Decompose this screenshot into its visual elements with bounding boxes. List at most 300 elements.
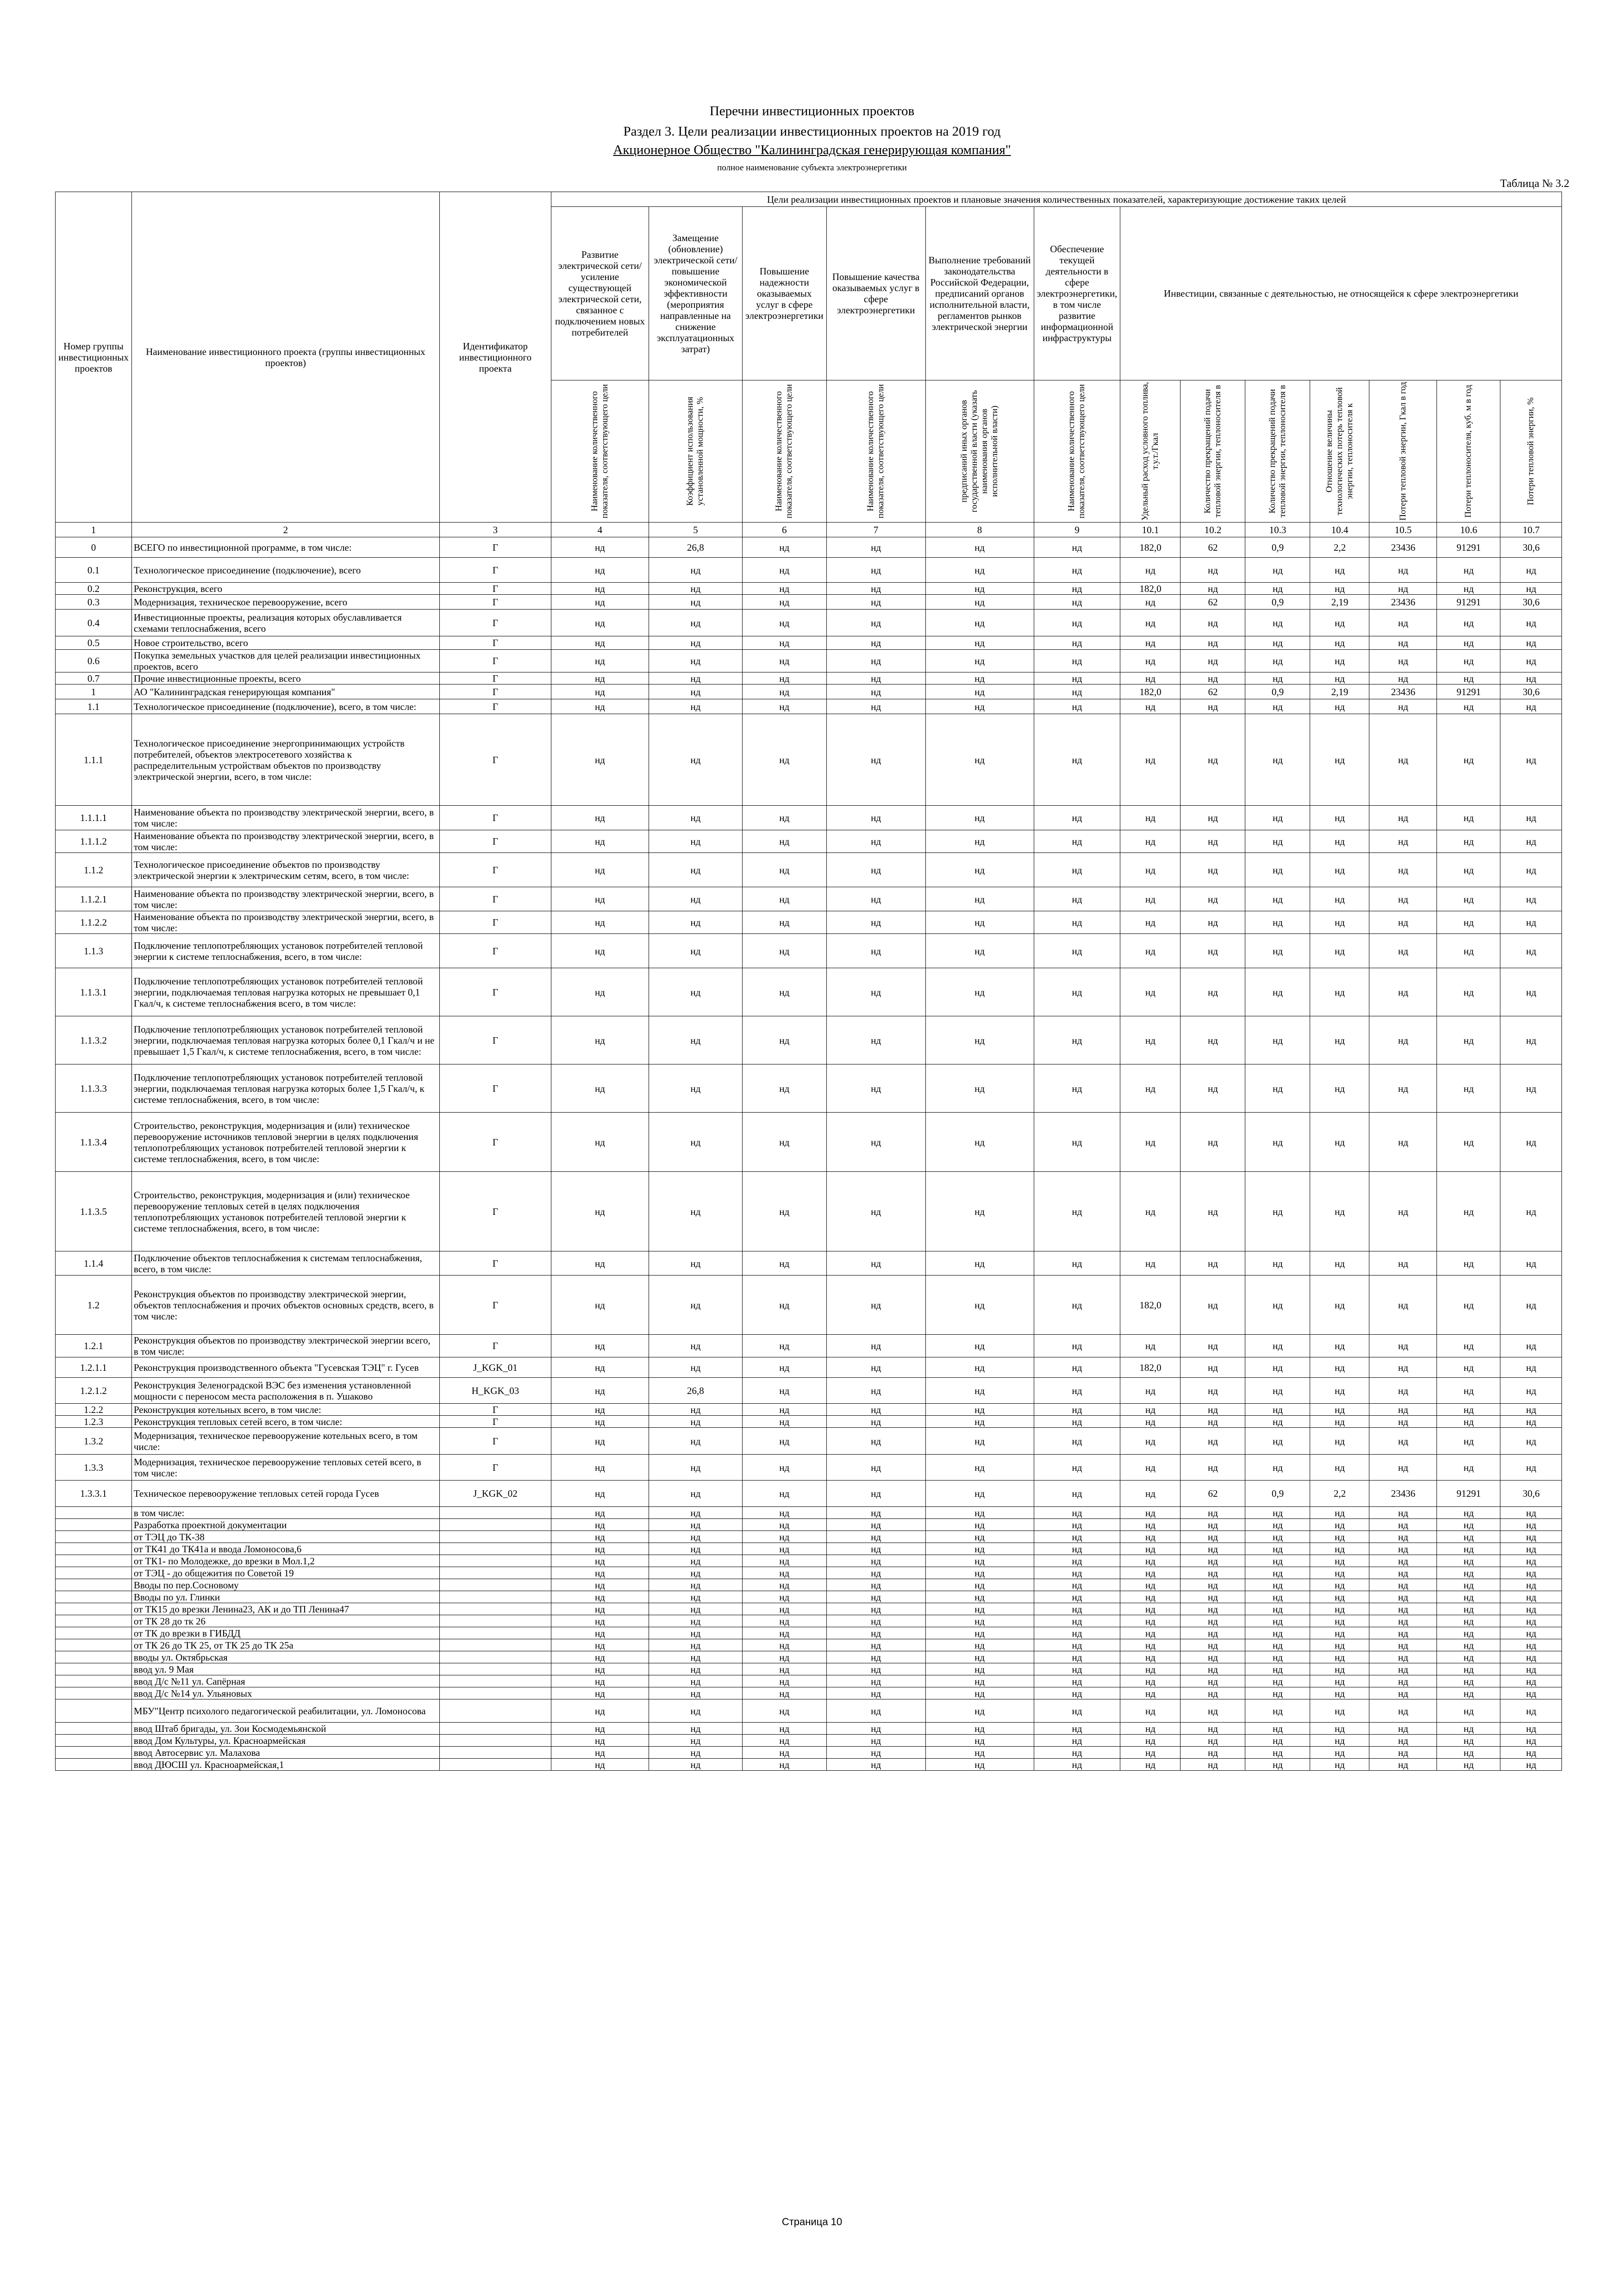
row-value: нд	[1310, 583, 1369, 595]
row-value: нд	[1500, 1687, 1562, 1699]
row-value: нд	[925, 1699, 1034, 1723]
row-value: нд	[826, 714, 925, 806]
table-body	[56, 523, 1562, 1771]
row-value: нд	[1120, 1428, 1181, 1455]
row-value: нд	[1034, 934, 1120, 968]
row-value: нд	[551, 1016, 649, 1064]
table-row	[56, 1603, 1562, 1615]
row-value: нд	[551, 911, 649, 934]
row-value: нд	[925, 1507, 1034, 1519]
row-identifier: Г	[439, 911, 551, 934]
row-number	[56, 1759, 132, 1771]
row-number: 1	[56, 684, 132, 699]
row-identifier: Г	[439, 934, 551, 968]
row-value: нд	[826, 1404, 925, 1416]
row-value: 182,0	[1120, 537, 1181, 558]
row-value: нд	[649, 595, 742, 610]
row-value: нд	[925, 1687, 1034, 1699]
row-value: нд	[1034, 1759, 1120, 1771]
row-value: нд	[1245, 1759, 1310, 1771]
row-value: нд	[1437, 650, 1500, 672]
row-value: нд	[1310, 1639, 1369, 1651]
row-value: нд	[1369, 1113, 1437, 1172]
row-value: нд	[925, 537, 1034, 558]
table-row	[56, 714, 1562, 806]
row-value: нд	[1500, 610, 1562, 636]
row-identifier: H_KGK_03	[439, 1378, 551, 1404]
row-value: нд	[1500, 1675, 1562, 1687]
row-name: ВСЕГО по инвестиционной программе, в том числе:	[131, 537, 439, 558]
row-value: нд	[1245, 1276, 1310, 1335]
row-name: Реконструкция объектов по производству электрической энергии, объектов теплоснабжения и прочих объектов основных средств, всего, в том числе:	[131, 1276, 439, 1335]
col-header-indicator-8-text: предписаний иных органов государственной власти (указать наименования органов исполнительной власти)	[959, 390, 1000, 513]
row-value: нд	[1034, 1378, 1120, 1404]
row-value: нд	[925, 1555, 1034, 1567]
row-value: нд	[1310, 650, 1369, 672]
row-value: нд	[1310, 1172, 1369, 1251]
row-identifier	[439, 1531, 551, 1543]
col-header-goal-replacement: Замещение (обновление) электрической сети/повышение экономической эффективности (мероприятия направленные на снижение эксплуатационных затрат)	[649, 207, 742, 380]
row-value: нд	[1120, 806, 1181, 830]
row-value: нд	[1500, 911, 1562, 934]
row-value: нд	[826, 1276, 925, 1335]
row-identifier: Г	[439, 714, 551, 806]
row-name: от ТЭЦ - до общежития по Советой 19	[131, 1567, 439, 1579]
row-value: нд	[1034, 595, 1120, 610]
row-value: нд	[551, 1651, 649, 1663]
row-number: 1.1.3.1	[56, 968, 132, 1016]
row-value: нд	[1437, 1675, 1500, 1687]
row-number	[56, 1603, 132, 1615]
table-row	[56, 1531, 1562, 1543]
row-value: нд	[742, 1591, 826, 1603]
row-value: нд	[649, 1639, 742, 1651]
row-value: нд	[925, 1519, 1034, 1531]
row-value: нд	[1500, 1276, 1562, 1335]
row-value: нд	[1245, 1603, 1310, 1615]
row-value: нд	[742, 537, 826, 558]
row-value: нд	[742, 934, 826, 968]
goals-table	[55, 192, 1562, 1771]
row-identifier: Г	[439, 699, 551, 714]
row-value: 62	[1181, 537, 1245, 558]
row-value: нд	[1034, 1663, 1120, 1675]
row-name: Технологическое присоединение (подключение), всего, в том числе:	[131, 699, 439, 714]
row-value: нд	[1369, 1378, 1437, 1404]
row-value: нд	[925, 610, 1034, 636]
row-number: 1.1.3.2	[56, 1016, 132, 1064]
row-value: нд	[1437, 1663, 1500, 1675]
row-value: нд	[826, 672, 925, 684]
row-value: нд	[742, 968, 826, 1016]
row-number	[56, 1531, 132, 1543]
row-value: нд	[925, 1579, 1034, 1591]
row-value: нд	[1034, 1543, 1120, 1555]
row-value: нд	[742, 1428, 826, 1455]
row-value: нд	[1369, 1639, 1437, 1651]
row-value: нд	[925, 1335, 1034, 1357]
row-value: нд	[1500, 853, 1562, 887]
row-value: нд	[1181, 1759, 1245, 1771]
row-value: нд	[826, 968, 925, 1016]
row-value: нд	[826, 1675, 925, 1687]
row-value: нд	[742, 1639, 826, 1651]
table-row	[56, 1507, 1562, 1519]
row-value: 62	[1181, 595, 1245, 610]
row-value: 182,0	[1120, 583, 1181, 595]
row-number: 1.2.1.1	[56, 1357, 132, 1378]
row-value: нд	[826, 1335, 925, 1357]
row-value: нд	[826, 1016, 925, 1064]
row-value: нд	[742, 1603, 826, 1615]
row-value: нд	[1369, 1064, 1437, 1113]
row-value: нд	[1245, 1735, 1310, 1747]
row-value: нд	[1181, 1113, 1245, 1172]
row-value: нд	[1369, 1251, 1437, 1276]
row-identifier: Г	[439, 830, 551, 853]
row-value: нд	[1181, 1627, 1245, 1639]
row-identifier: Г	[439, 583, 551, 595]
row-name: Прочие инвестиционные проекты, всего	[131, 672, 439, 684]
row-value: нд	[551, 1251, 649, 1276]
row-value: нд	[1437, 1531, 1500, 1543]
col-header-indicator-5-text: Коэффициент использования установленной мощности, %	[685, 397, 706, 506]
row-value: нд	[1500, 1639, 1562, 1651]
table-row	[56, 1579, 1562, 1591]
row-value: нд	[1369, 1651, 1437, 1663]
row-value: нд	[551, 684, 649, 699]
row-value: нд	[1369, 1675, 1437, 1687]
row-value: нд	[1034, 1723, 1120, 1735]
table-row	[56, 1699, 1562, 1723]
row-value: нд	[1245, 1747, 1310, 1759]
row-number	[56, 1723, 132, 1735]
row-value: нд	[925, 558, 1034, 583]
row-value: нд	[1120, 650, 1181, 672]
row-value: нд	[1181, 1651, 1245, 1663]
row-value: нд	[1120, 1064, 1181, 1113]
row-value: нд	[1437, 1251, 1500, 1276]
row-value: нд	[1500, 1579, 1562, 1591]
row-value: нд	[649, 1428, 742, 1455]
row-identifier	[439, 1735, 551, 1747]
table-row	[56, 1663, 1562, 1675]
row-value: нд	[551, 1172, 649, 1251]
row-value: нд	[551, 1416, 649, 1428]
row-value: нд	[551, 1357, 649, 1378]
row-value: нд	[1245, 1113, 1310, 1172]
row-value: нд	[925, 1723, 1034, 1735]
row-value: нд	[1120, 887, 1181, 911]
row-value: нд	[1437, 1567, 1500, 1579]
row-value: нд	[742, 1759, 826, 1771]
row-name: Реконструкция производственного объекта "Гусевская ТЭЦ" г. Гусев	[131, 1357, 439, 1378]
row-value: нд	[649, 1735, 742, 1747]
row-name: Строительство, реконструкция, модернизация и (или) техническое перевооружение источников тепловой энергии в целях подключения теплопотребляющих установок потребителей тепловой энергии к системе теплоснабжения, всего, в том числе:	[131, 1113, 439, 1172]
row-value: нд	[1310, 1531, 1369, 1543]
row-value: нд	[1310, 1651, 1369, 1663]
row-value: нд	[1120, 1639, 1181, 1651]
row-number	[56, 1615, 132, 1627]
row-value: нд	[1310, 636, 1369, 650]
row-value: нд	[1500, 558, 1562, 583]
row-value: нд	[1120, 1591, 1181, 1603]
row-value: нд	[826, 830, 925, 853]
col-header-identifier: Идентификатор инвестиционного проекта	[439, 192, 551, 523]
row-value: нд	[925, 887, 1034, 911]
row-value: нд	[1310, 1579, 1369, 1591]
row-value: нд	[649, 1357, 742, 1378]
row-value: нд	[826, 1428, 925, 1455]
table-row	[56, 1519, 1562, 1531]
row-name: Строительство, реконструкция, модернизация и (или) техническое перевооружение тепловых сетей в целях подключения теплопотребляющих установок потребителей тепловой энергии к системе теплоснабжения, всего, в том числе:	[131, 1172, 439, 1251]
row-value: 2,19	[1310, 595, 1369, 610]
row-value: нд	[1310, 1519, 1369, 1531]
table-row	[56, 1651, 1562, 1663]
row-value: нд	[925, 636, 1034, 650]
row-value: нд	[551, 672, 649, 684]
row-number	[56, 1567, 132, 1579]
row-value: нд	[551, 1335, 649, 1357]
company-name-text: Акционерное Общество "Калининградская генерирующая компания"	[613, 143, 1011, 157]
row-value: нд	[1120, 1627, 1181, 1639]
row-number: 1.1.1.2	[56, 830, 132, 853]
row-value: нд	[1369, 1759, 1437, 1771]
col-header-goals: Цели реализации инвестиционных проектов и плановые значения количественных показателей, характеризующие достижение таких целей	[551, 192, 1562, 207]
row-value: нд	[1369, 636, 1437, 650]
row-value: нд	[826, 1723, 925, 1735]
row-value: нд	[1120, 830, 1181, 853]
row-number	[56, 1675, 132, 1687]
row-value: нд	[1500, 1531, 1562, 1543]
row-value: нд	[551, 1759, 649, 1771]
row-value: нд	[826, 1064, 925, 1113]
row-value: нд	[925, 650, 1034, 672]
row-value: нд	[551, 1591, 649, 1603]
row-value: нд	[649, 1615, 742, 1627]
row-value: нд	[1500, 1455, 1562, 1481]
row-name: ввод Д/с №11 ул. Сапёрная	[131, 1675, 439, 1687]
row-value: нд	[1034, 1675, 1120, 1687]
row-value: нд	[1500, 1567, 1562, 1579]
row-value: нд	[1245, 610, 1310, 636]
row-value: нд	[826, 636, 925, 650]
row-value: нд	[1034, 1579, 1120, 1591]
row-value: нд	[1245, 1687, 1310, 1699]
row-value: нд	[1369, 1531, 1437, 1543]
row-value: нд	[1120, 1251, 1181, 1276]
row-identifier	[439, 1663, 551, 1675]
row-value: нд	[1310, 853, 1369, 887]
row-value: нд	[1120, 636, 1181, 650]
row-value: нд	[551, 1428, 649, 1455]
row-value: нд	[826, 1615, 925, 1627]
row-value: 0,9	[1245, 537, 1310, 558]
row-value: нд	[742, 1747, 826, 1759]
row-value: 0,9	[1245, 1481, 1310, 1507]
col-header-indicator-7	[826, 380, 925, 523]
row-value: нд	[1181, 583, 1245, 595]
row-name: от ТК41 до ТК41а и ввода Ломоносова,6	[131, 1543, 439, 1555]
row-value: нд	[1120, 1455, 1181, 1481]
row-value: нд	[551, 1378, 649, 1404]
row-value: нд	[1369, 1567, 1437, 1579]
row-identifier: Г	[439, 1335, 551, 1357]
row-value: нд	[1369, 1172, 1437, 1251]
row-value: нд	[925, 1357, 1034, 1378]
row-value: нд	[1369, 968, 1437, 1016]
row-value: нд	[649, 806, 742, 830]
row-value: нд	[1034, 1519, 1120, 1531]
row-identifier: Г	[439, 1416, 551, 1428]
row-value: нд	[551, 595, 649, 610]
row-value: нд	[649, 699, 742, 714]
row-value: нд	[1181, 1251, 1245, 1276]
row-name: Наименование объекта по производству электрической энергии, всего, в том числе:	[131, 911, 439, 934]
row-value: нд	[1500, 583, 1562, 595]
column-number: 10.1	[1120, 523, 1181, 537]
row-name: от ТК1- по Молодежке, до врезки в Мол.1,2	[131, 1555, 439, 1567]
table-row	[56, 1481, 1562, 1507]
row-value: нд	[551, 1555, 649, 1567]
row-value: нд	[1500, 1615, 1562, 1627]
row-value: нд	[826, 1251, 925, 1276]
row-value: нд	[649, 1543, 742, 1555]
row-value: нд	[1034, 1555, 1120, 1567]
row-value: нд	[925, 1404, 1034, 1416]
row-value: нд	[925, 1064, 1034, 1113]
section-title: Раздел 3. Цели реализации инвестиционных проектов на 2019 год	[623, 124, 1001, 139]
row-number	[56, 1699, 132, 1723]
row-value: нд	[1245, 1455, 1310, 1481]
row-value: нд	[826, 1579, 925, 1591]
row-value: нд	[1034, 1699, 1120, 1723]
row-value: нд	[826, 1747, 925, 1759]
row-value: нд	[742, 1357, 826, 1378]
row-value: нд	[649, 1416, 742, 1428]
row-value: нд	[1310, 1723, 1369, 1735]
row-value: нд	[1310, 830, 1369, 853]
row-value: нд	[1181, 1064, 1245, 1113]
table-row	[56, 968, 1562, 1016]
row-value: нд	[1034, 853, 1120, 887]
row-value: нд	[1181, 1687, 1245, 1699]
table-row	[56, 699, 1562, 714]
row-number: 0.4	[56, 610, 132, 636]
row-value: нд	[826, 650, 925, 672]
row-value: нд	[649, 558, 742, 583]
row-identifier	[439, 1579, 551, 1591]
row-value: нд	[1181, 1675, 1245, 1687]
row-value: нд	[925, 934, 1034, 968]
row-value: нд	[742, 1567, 826, 1579]
row-value: нд	[1181, 558, 1245, 583]
column-number: 10.2	[1181, 523, 1245, 537]
row-value: нд	[1500, 1251, 1562, 1276]
row-value: нд	[649, 1627, 742, 1639]
row-name: Модернизация, техническое перевооружение тепловых сетей всего, в том числе:	[131, 1455, 439, 1481]
row-value: нд	[1245, 887, 1310, 911]
row-value: нд	[1500, 1723, 1562, 1735]
table-row	[56, 934, 1562, 968]
row-value: нд	[742, 1651, 826, 1663]
row-value: нд	[649, 714, 742, 806]
column-number: 9	[1034, 523, 1120, 537]
row-value: нд	[826, 1172, 925, 1251]
row-value: нд	[826, 1651, 925, 1663]
row-number: 0.5	[56, 636, 132, 650]
row-value: нд	[1120, 1747, 1181, 1759]
row-value: нд	[1245, 1416, 1310, 1428]
row-value: нд	[649, 1579, 742, 1591]
row-value: нд	[551, 806, 649, 830]
row-value: нд	[826, 595, 925, 610]
row-value: нд	[1034, 1276, 1120, 1335]
row-value: нд	[1034, 672, 1120, 684]
row-value: нд	[551, 1675, 649, 1687]
row-value: нд	[649, 1759, 742, 1771]
row-name: от ТК 26 до ТК 25, от ТК 25 до ТК 25а	[131, 1639, 439, 1651]
row-value: нд	[1310, 887, 1369, 911]
row-value: нд	[1369, 806, 1437, 830]
row-value: нд	[1369, 830, 1437, 853]
row-number	[56, 1639, 132, 1651]
row-value: нд	[1437, 1687, 1500, 1699]
table-row	[56, 1615, 1562, 1627]
row-value: нд	[1120, 934, 1181, 968]
row-value: нд	[1369, 911, 1437, 934]
row-value: нд	[925, 1567, 1034, 1579]
row-number: 0.6	[56, 650, 132, 672]
row-value: нд	[551, 1064, 649, 1113]
col-header-indicator-10-5-text: Потери тепловой энергии, Гкал в год	[1398, 382, 1408, 521]
row-value: нд	[1310, 1747, 1369, 1759]
row-identifier: J_KGK_02	[439, 1481, 551, 1507]
column-number: 2	[131, 523, 439, 537]
row-number	[56, 1627, 132, 1639]
row-value: нд	[1500, 968, 1562, 1016]
row-value: нд	[1181, 714, 1245, 806]
row-value: нд	[1034, 1627, 1120, 1639]
row-value: нд	[649, 1591, 742, 1603]
row-value: нд	[742, 1404, 826, 1416]
row-name: от ТК15 до врезки Ленина23, АК и до ТП Ленина47	[131, 1603, 439, 1615]
row-value: нд	[551, 1455, 649, 1481]
row-value: нд	[1369, 853, 1437, 887]
row-value: нд	[1310, 1335, 1369, 1357]
row-identifier: Г	[439, 806, 551, 830]
row-value: нд	[1437, 887, 1500, 911]
row-value: нд	[1181, 1172, 1245, 1251]
col-header-indicator-10-1	[1120, 380, 1181, 523]
list-title: Перечни инвестиционных проектов	[709, 104, 915, 118]
row-name: вводы ул. Октябрьская	[131, 1651, 439, 1663]
row-value: нд	[1310, 1428, 1369, 1455]
row-value: нд	[742, 1378, 826, 1404]
table-row	[56, 1416, 1562, 1428]
row-value: нд	[742, 1615, 826, 1627]
row-value: нд	[1120, 1735, 1181, 1747]
row-value: нд	[1034, 1251, 1120, 1276]
row-value: нд	[925, 1455, 1034, 1481]
row-value: нд	[1369, 1591, 1437, 1603]
row-value: нд	[551, 610, 649, 636]
row-value: нд	[1437, 610, 1500, 636]
row-value: нд	[742, 1016, 826, 1064]
row-value: нд	[925, 1747, 1034, 1759]
col-header-indicator-10-7-text: Потери тепловой энергии, %	[1526, 397, 1536, 505]
row-value: нд	[1245, 806, 1310, 830]
